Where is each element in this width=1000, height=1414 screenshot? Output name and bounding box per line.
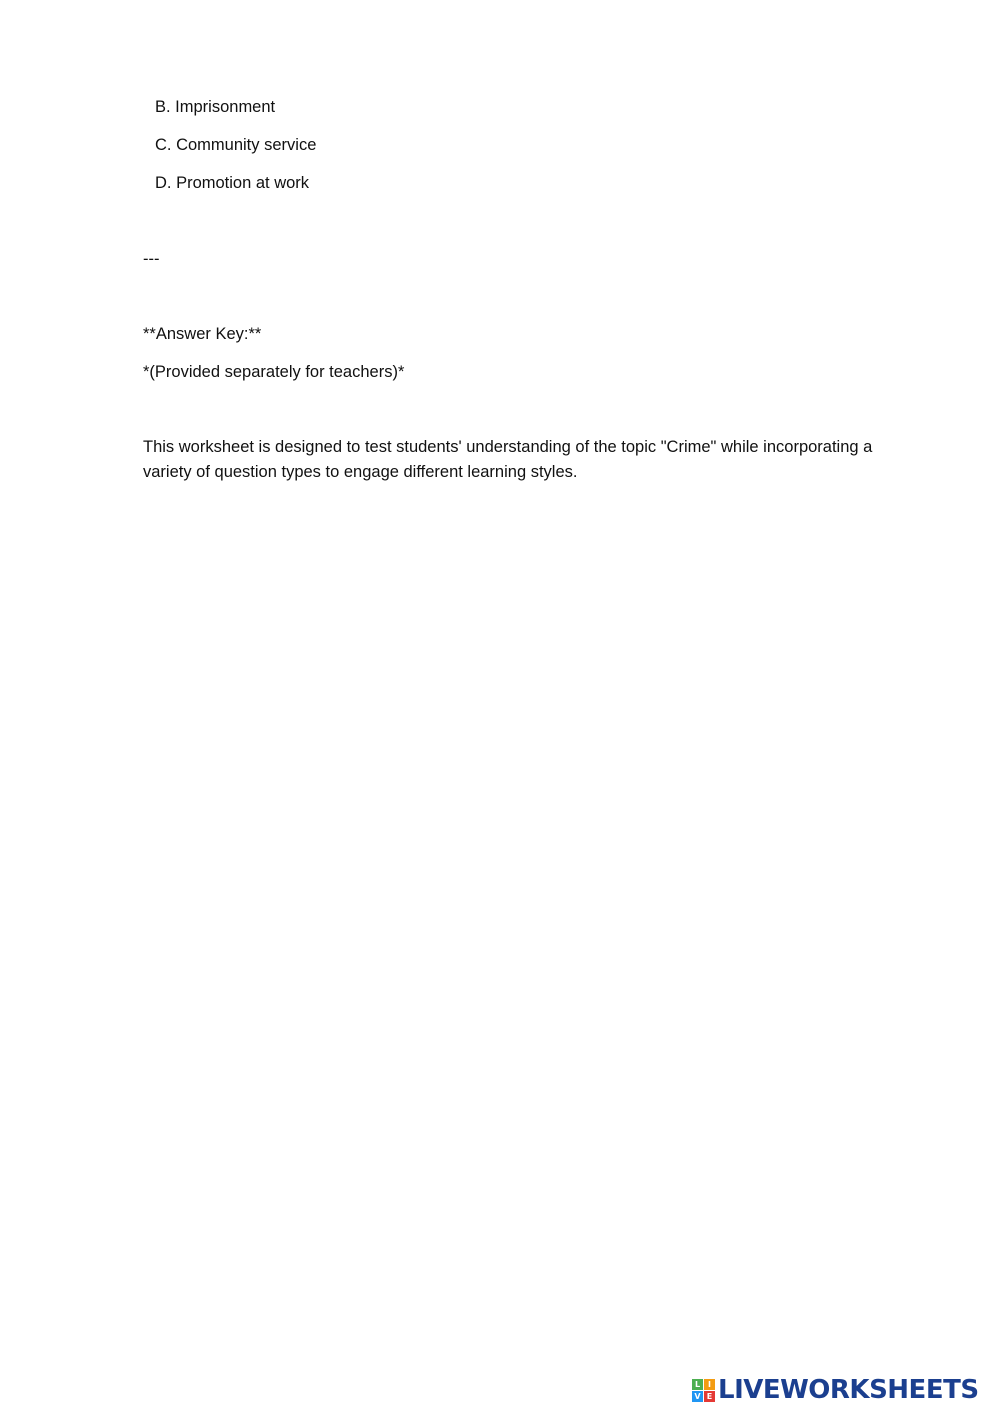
option-c: C. Community service xyxy=(155,136,317,154)
logo-wordmark: LIVEWORKSHEETS xyxy=(718,1375,979,1405)
answer-key-note: *(Provided separately for teachers)* xyxy=(143,363,405,381)
worksheet-summary: This worksheet is designed to test students' understanding of the topic "Crime" while incorporating a variety of question types to engage different learning styles. xyxy=(143,438,873,481)
logo-mark-l: L xyxy=(692,1379,703,1390)
option-b: B. Imprisonment xyxy=(155,98,276,116)
logo-mark-e: E xyxy=(704,1391,715,1402)
liveworksheets-logo-mark xyxy=(692,1379,715,1402)
liveworksheets-logo xyxy=(692,1375,979,1405)
section-divider: --- xyxy=(143,250,160,268)
logo-mark-i: I xyxy=(704,1379,715,1390)
option-d: D. Promotion at work xyxy=(155,174,310,192)
answer-key-heading: **Answer Key:** xyxy=(143,325,262,343)
logo-mark-v: V xyxy=(692,1391,703,1402)
